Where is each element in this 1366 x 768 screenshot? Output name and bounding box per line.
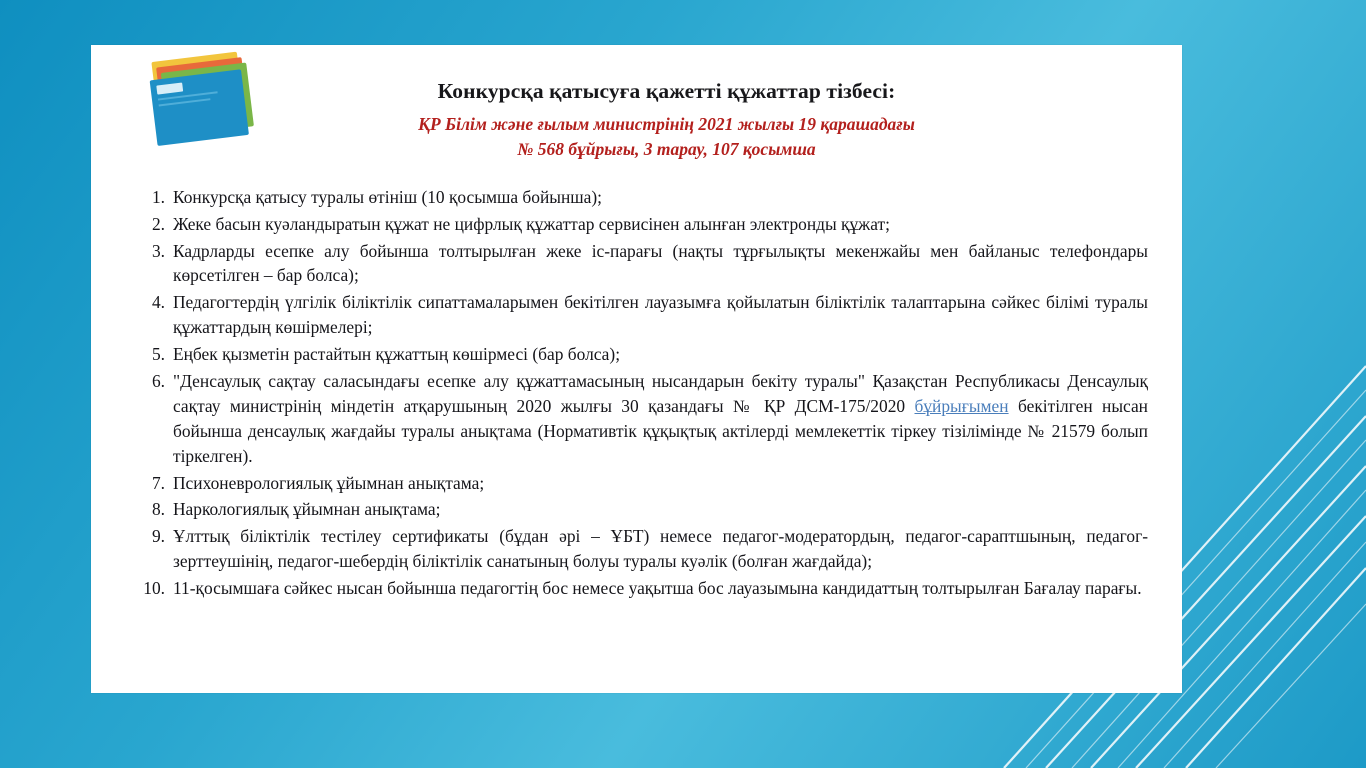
list-item-number: 1.	[151, 186, 165, 207]
list-item-number: 7.	[151, 472, 165, 493]
list-item-text: Психоневрологиялық ұйымнан анықтама;	[173, 472, 485, 493]
list-item-number: 6.	[151, 370, 165, 391]
subtitle-line-1: ҚР Білім және ғылым министрінің 2021 жылғы 19 қарашадағы	[418, 114, 915, 134]
list-item-text: Конкурсқа қатысу туралы өтініш (10 қосымша бойынша);	[173, 186, 602, 207]
list-item-number: 5.	[151, 344, 165, 365]
order-link[interactable]: бұйрығымен	[914, 395, 1009, 416]
document-page	[91, 45, 1182, 693]
list-item	[135, 212, 1148, 237]
list-item-text-after-link: бекітілген нысан бойынша денсаулық жағдайы туралы анықтама (Нормативтік құқықтық актілерді мемлекеттік тіркеу тізілімінде № 21579 болып тіркелген).	[173, 395, 1148, 466]
list-item	[135, 239, 1148, 289]
list-item-text: Кадрларды есепке алу бойынша толтырылған жеке іс-парағы (нақты тұрғылықты мекенжайы мен байланыс телефондары көрсетілген – бар болса);	[173, 240, 1148, 286]
list-item-text-before-link: "Денсаулық сақтау саласындағы есепке алу құжаттамасының нысандарын бекіту туралы" Қазақстан Республикасы Денсаулық сақтау министрінің міндетін атқарушының 2020 жылғы 30 қазандағы № ҚР ДСМ-175/2020	[173, 370, 1148, 416]
list-item	[135, 576, 1148, 601]
list-item-text: 11-қосымшаға сәйкес нысан бойынша педагогтің бос немесе уақытша бос лауазымына кандидаттың толтырылған Бағалау парағы.	[173, 578, 1142, 599]
list-item-text: Педагогтердің үлгілік біліктілік сипаттамаларымен бекітілген лауазымға қойылатын біліктілік талаптарына сәйкес білімі туралы құжаттардың көшірмелері;	[173, 292, 1148, 338]
list-item-text: Еңбек қызметін растайтын құжаттың көшірмесі (бар болса);	[173, 344, 621, 365]
list-item-text: Жеке басын куәландыратын құжат не цифрлық құжаттар сервисінен алынған электронды құжат;	[173, 213, 890, 234]
list-item-text: Наркологиялық ұйымнан анықтама;	[173, 499, 441, 520]
list-item	[135, 471, 1148, 496]
document-header	[119, 55, 1154, 163]
document-title: Конкурсқа қатысуға қажетті құжаттар тізбесі:	[437, 79, 896, 103]
folders-clipart	[139, 50, 269, 160]
list-item	[135, 524, 1148, 574]
list-item	[135, 497, 1148, 522]
list-item-number: 8.	[151, 499, 165, 520]
list-item-text	[173, 369, 1148, 469]
list-item-number: 10.	[143, 578, 165, 599]
list-item	[135, 290, 1148, 340]
list-item-text: Ұлттық біліктілік тестілеу сертификаты (бұдан әрі – ҰБТ) немесе педагог-модератордың, педагог-сараптшының, педагог-зерттеушінің, педагог-шебердің біліктілік санатының болуы туралы куәлік (болған жағдайда);	[173, 526, 1148, 572]
list-item-number: 2.	[151, 213, 165, 234]
list-item	[135, 369, 1148, 469]
list-item	[135, 185, 1148, 210]
requirements-list	[135, 185, 1148, 601]
list-item	[135, 342, 1148, 367]
list-item-number: 3.	[151, 240, 165, 261]
list-item-number: 9.	[151, 526, 165, 547]
subtitle-line-2: № 568 бұйрығы, 3 тарау, 107 қосымша	[517, 139, 816, 160]
list-item-number: 4.	[151, 292, 165, 313]
document-subtitle	[179, 112, 1154, 163]
